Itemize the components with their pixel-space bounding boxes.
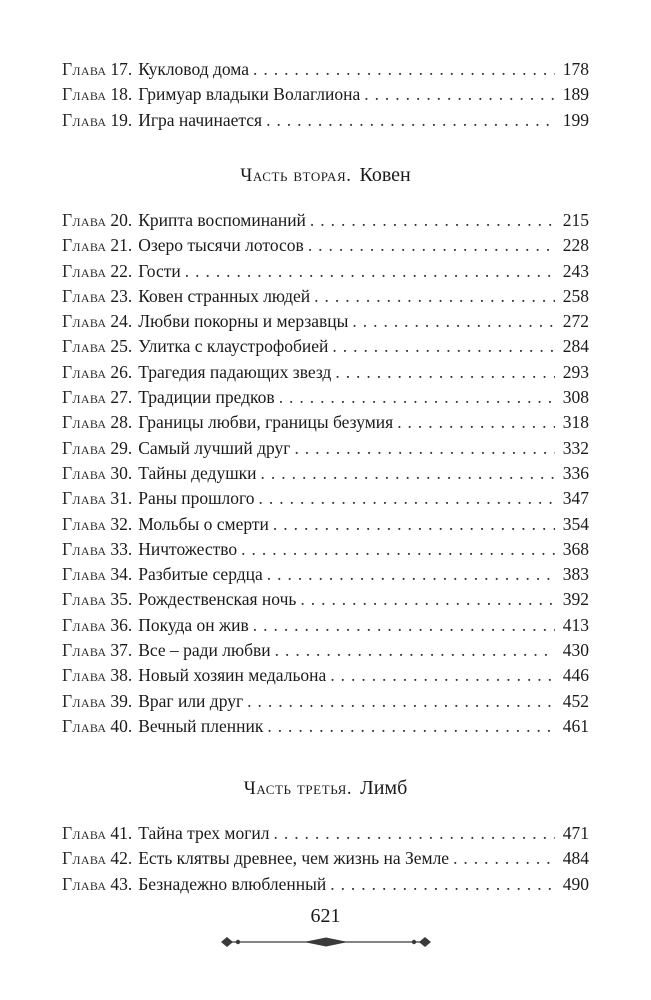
chapter-page-number: 258 [562,285,589,306]
dot-leader [279,385,555,410]
toc-entry [62,360,589,385]
chapter-title: Безнадежно влюбленный [138,873,327,894]
chapter-number: 40. [110,715,133,736]
dot-leader [266,108,555,133]
toc-entry [62,663,589,688]
chapter-label: Глава [62,614,107,635]
chapter-title: Ковен странных людей [138,285,311,306]
chapter-title: Гримуар владыки Волаглиона [138,84,361,105]
toc-entry [62,334,589,359]
chapter-number: 30. [110,462,133,483]
toc-entry [62,259,589,284]
part-label: Часть третья. [243,779,353,799]
dot-leader [261,461,555,486]
chapter-label: Глава [62,823,107,843]
chapter-label: Глава [62,84,107,105]
dot-leader [274,821,556,846]
chapter-number: 32. [110,513,133,534]
chapter-title: Покуда он жив [138,614,249,635]
chapter-title: Любви покорны и мерзавцы [138,311,349,332]
part-label: Часть вторая. [240,166,352,186]
chapter-number: 39. [110,690,133,711]
chapter-number: 20. [110,210,133,230]
chapter-label: Глава [62,361,107,382]
chapter-number: 24. [110,311,133,332]
part-heading-2 [0,164,651,187]
part-heading-3 [0,777,651,800]
chapter-title: Тайны дедушки [138,462,257,483]
chapter-label: Глава [62,715,107,736]
chapter-title: Тайна трех могил [138,823,270,843]
chapter-number: 34. [110,564,133,585]
chapter-number: 21. [110,235,133,256]
chapter-number: 36. [110,614,133,635]
chapter-number: 37. [110,640,133,661]
toc-entry [62,613,589,638]
toc-entry [62,714,589,739]
toc-group-part2 [62,208,589,739]
chapter-label: Глава [62,488,107,509]
dot-leader [241,537,555,562]
chapter-number: 35. [110,589,133,610]
dot-leader [330,663,555,688]
dot-leader [352,309,555,334]
chapter-number: 25. [110,336,133,357]
chapter-label: Глава [62,640,107,661]
chapter-page-number: 199 [562,109,589,130]
toc-entry [62,562,589,587]
chapter-title: Крипта воспоминаний [138,210,306,230]
part-title: Ковен [359,164,411,186]
dot-leader [259,486,555,511]
chapter-title: Все – ради любви [138,640,271,661]
chapter-page-number: 215 [562,210,589,230]
toc-entry [62,638,589,663]
ornament-center-lozenge [304,938,348,947]
chapter-title: Кукловод дома [138,59,250,79]
toc-entry [62,486,589,511]
chapter-page-number: 452 [562,690,589,711]
chapter-number: 29. [110,437,133,458]
dot-leader [335,360,555,385]
chapter-title: Игра начинается [138,109,263,130]
chapter-title: Традиции предков [138,387,275,408]
chapter-page-number: 354 [562,513,589,534]
chapter-number: 28. [110,412,133,433]
chapter-page-number: 272 [562,311,589,332]
dot-leader [294,436,555,461]
chapter-page-number: 284 [562,336,589,357]
dot-leader [300,587,555,612]
dot-leader [267,562,555,587]
chapter-page-number: 484 [562,848,589,869]
chapter-number: 33. [110,538,133,559]
chapter-label: Глава [62,437,107,458]
chapter-label: Глава [62,589,107,610]
chapter-number: 23. [110,285,133,306]
chapter-title: Ничтожество [138,538,238,559]
toc-entry [62,512,589,537]
chapter-page-number: 332 [562,437,589,458]
chapter-label: Глава [62,690,107,711]
chapter-title: Рождественская ночь [138,589,297,610]
ornament-right-diamond [419,937,431,947]
chapter-label: Глава [62,59,107,79]
chapter-number: 31. [110,488,133,509]
toc-group-part3 [62,821,589,897]
chapter-page-number: 178 [562,59,589,79]
chapter-number: 41. [110,823,133,843]
chapter-label: Глава [62,848,107,869]
chapter-number: 17. [110,59,133,79]
chapter-title: Самый лучший друг [138,437,291,458]
chapter-number: 38. [110,665,133,686]
chapter-page-number: 446 [562,665,589,686]
chapter-label: Глава [62,260,107,281]
toc-entry [62,587,589,612]
chapter-label: Глава [62,336,107,357]
ornament-left-diamond [221,937,233,947]
chapter-label: Глава [62,235,107,256]
chapter-page-number: 430 [562,640,589,661]
dot-leader [308,233,555,258]
chapter-label: Глава [62,462,107,483]
dot-leader [453,846,555,871]
toc-entry [62,57,589,82]
chapter-title: Враг или друг [138,690,244,711]
chapter-label: Глава [62,513,107,534]
dot-leader [273,512,555,537]
chapter-page-number: 461 [562,715,589,736]
dot-leader [247,689,555,714]
chapter-page-number: 228 [562,235,589,256]
chapter-title: Раны прошлого [138,488,255,509]
chapter-page-number: 490 [562,873,589,894]
dot-leader [332,334,555,359]
chapter-title: Озеро тысячи лотосов [138,235,304,256]
chapter-label: Глава [62,665,107,686]
toc-entry [62,537,589,562]
toc-entry [62,284,589,309]
chapter-page-number: 368 [562,538,589,559]
dot-leader [310,208,555,233]
chapter-page-number: 413 [562,614,589,635]
chapter-label: Глава [62,285,107,306]
chapter-label: Глава [62,564,107,585]
toc-entry [62,208,589,233]
chapter-number: 22. [110,260,133,281]
chapter-number: 19. [110,109,133,130]
chapter-title: Вечный пленник [138,715,264,736]
chapter-page-number: 347 [562,488,589,509]
chapter-label: Глава [62,387,107,408]
chapter-number: 26. [110,361,133,382]
chapter-title: Мольбы о смерти [138,513,269,534]
ornament-left-dot [236,940,240,944]
dot-leader [275,638,555,663]
toc-entry [62,872,589,897]
chapter-page-number: 383 [562,564,589,585]
toc-entry [62,233,589,258]
chapter-title: Улитка с клаустрофобией [138,336,329,357]
diamond-rule-ornament-icon [218,933,434,951]
chapter-page-number: 243 [562,260,589,281]
part-title: Лимб [360,777,408,799]
dot-leader [397,410,555,435]
chapter-title: Гости [138,260,181,281]
chapter-title: Трагедия падающих звезд [138,361,332,382]
chapter-label: Глава [62,412,107,433]
toc-entry [62,689,589,714]
chapter-page-number: 318 [562,412,589,433]
chapter-label: Глава [62,873,107,894]
chapter-label: Глава [62,538,107,559]
toc-entry [62,309,589,334]
toc-entry [62,846,589,871]
toc-entry [62,436,589,461]
chapter-title: Разбитые сердца [138,564,263,585]
chapter-title: Границы любви, границы безумия [138,412,394,433]
dot-leader [314,284,555,309]
chapter-page-number: 293 [562,361,589,382]
chapter-label: Глава [62,210,107,230]
chapter-page-number: 471 [562,823,589,843]
dot-leader [330,872,555,897]
dot-leader [364,82,555,107]
toc-entry [62,410,589,435]
chapter-number: 43. [110,873,133,894]
dot-leader [253,613,555,638]
chapter-label: Глава [62,311,107,332]
toc-entry [62,82,589,107]
toc-entry [62,108,589,133]
dot-leader [253,57,555,82]
page-number: 621 [310,905,341,927]
chapter-page-number: 308 [562,387,589,408]
chapter-label: Глава [62,109,107,130]
toc-entry [62,385,589,410]
toc-entry [62,821,589,846]
ornament-right-dot [412,940,416,944]
chapter-number: 18. [110,84,133,105]
toc-entry [62,461,589,486]
chapter-number: 27. [110,387,133,408]
dot-leader [267,714,555,739]
chapter-page-number: 392 [562,589,589,610]
toc-group-part1-tail [62,57,589,133]
chapter-title: Новый хозяин медальона [138,665,327,686]
dot-leader [185,259,555,284]
chapter-page-number: 336 [562,462,589,483]
chapter-title: Есть клятвы древнее, чем жизнь на Земле [138,848,450,869]
chapter-page-number: 189 [562,84,589,105]
chapter-number: 42. [110,848,133,869]
